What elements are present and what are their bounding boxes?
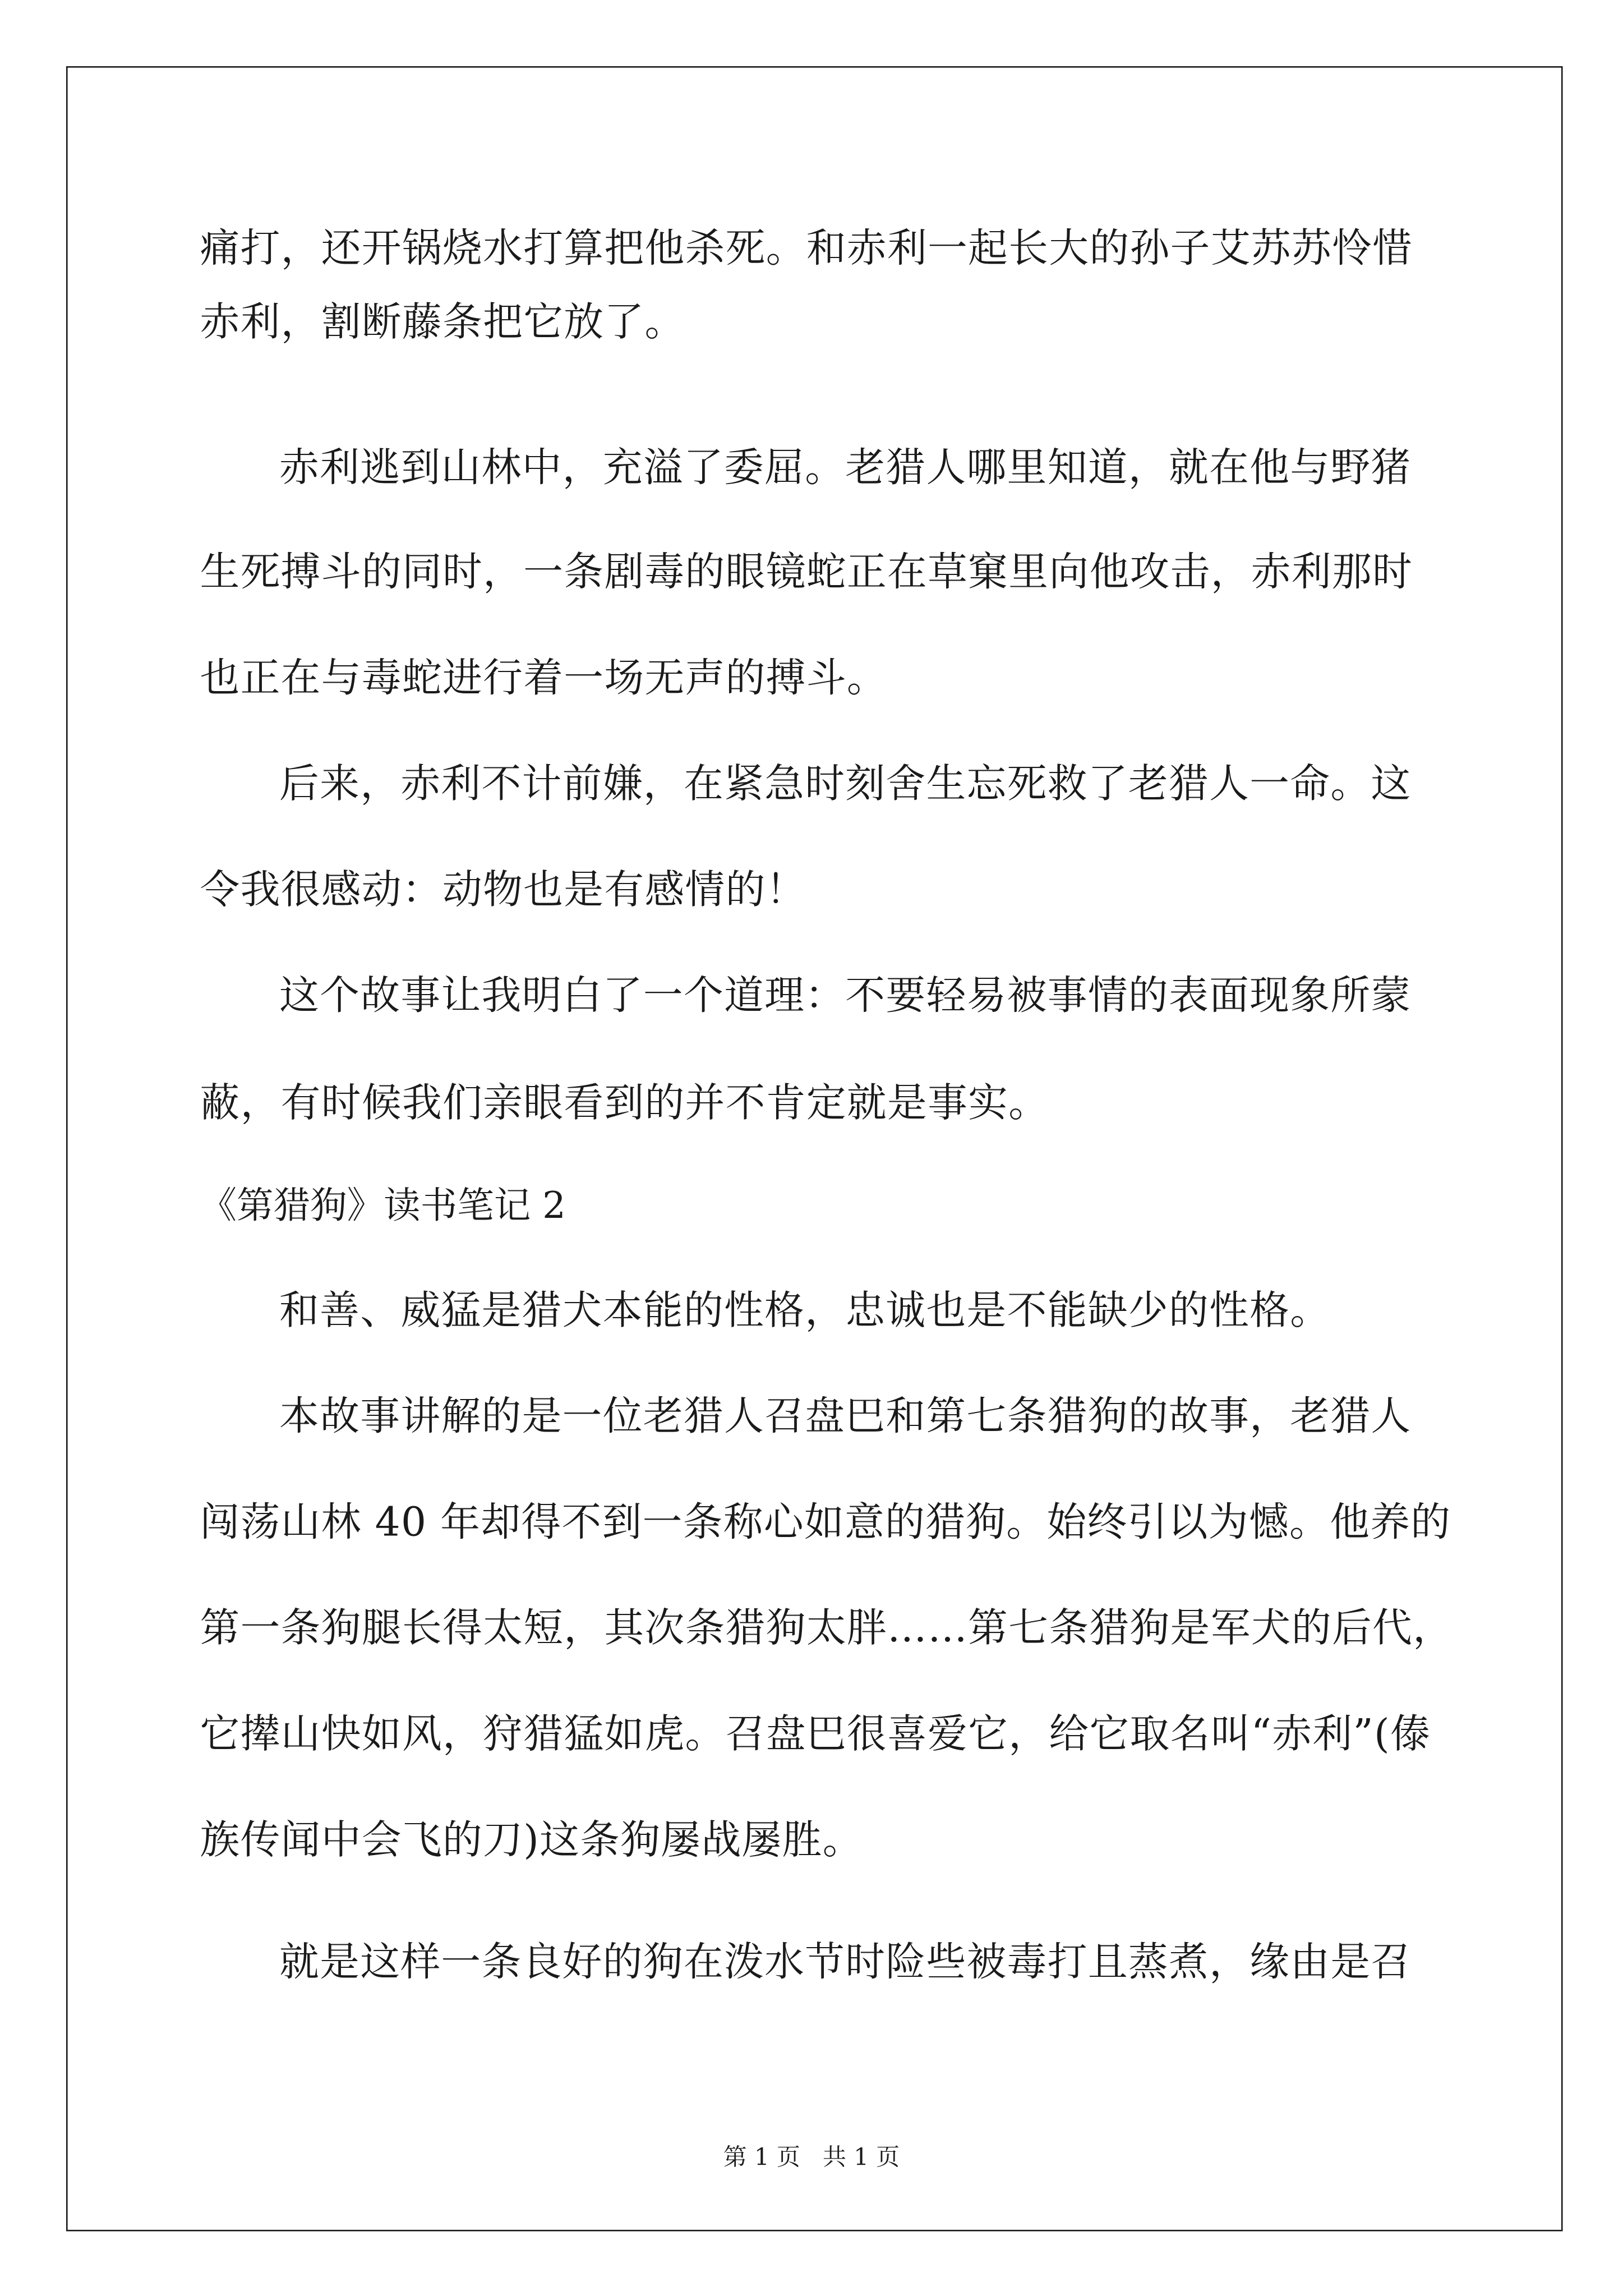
text-line: 闯荡山林 40 年却得不到一条称心如意的猎狗。始终引以为憾。他养的 xyxy=(200,1500,1451,1546)
paragraph-start: 本故事讲解的是一位老猎人召盘巴和第七条猎狗的故事，老猎人 xyxy=(279,1394,1412,1440)
text-line: 令我很感动：动物也是有感情的！ xyxy=(200,867,806,914)
paragraph-start: 就是这样一条良好的狗在泼水节时险些被毒打且蒸煮，缘由是召 xyxy=(279,1940,1412,1986)
paragraph-start: 和善、威猛是猎犬本能的性格，忠诚也是不能缺少的性格。 xyxy=(279,1288,1331,1335)
text-line: 第一条狗腿长得太短，其次条猎狗太胖……第七条猎狗是军犬的后代， xyxy=(200,1606,1454,1652)
section-heading: 《第猎狗》读书笔记 2 xyxy=(200,1184,566,1227)
paragraph-start: 赤利逃到山林中，充溢了委屈。老猎人哪里知道，就在他与野猪 xyxy=(279,445,1412,491)
page-footer: 第 1 页 共 1 页 xyxy=(723,2143,900,2171)
text-line: 痛打，还开锅烧水打算把他杀死。和赤利一起长大的孙子艾苏苏怜惜 xyxy=(200,226,1413,273)
text-line: 蔽，有时候我们亲眼看到的并不肯定就是事实。 xyxy=(200,1081,1049,1127)
page-border xyxy=(66,66,1563,2231)
paragraph-start: 后来，赤利不计前嫌，在紧急时刻舍生忘死救了老猎人一命。这 xyxy=(279,762,1412,808)
text-line: 生死搏斗的同时，一条剧毒的眼镜蛇正在草窠里向他攻击，赤利那时 xyxy=(200,550,1413,596)
text-line: 赤利，割断藤条把它放了。 xyxy=(200,300,685,346)
text-line: 也正在与毒蛇进行着一场无声的搏斗。 xyxy=(200,656,888,702)
paragraph-start: 这个故事让我明白了一个道理：不要轻易被事情的表面现象所蒙 xyxy=(279,973,1412,1020)
text-line: 它撵山快如风，狩猎猛如虎。召盘巴很喜爱它，给它取名叫“赤利”(傣 xyxy=(200,1712,1431,1758)
text-line: 族传闻中会飞的刀)这条狗屡战屡胜。 xyxy=(200,1818,863,1864)
